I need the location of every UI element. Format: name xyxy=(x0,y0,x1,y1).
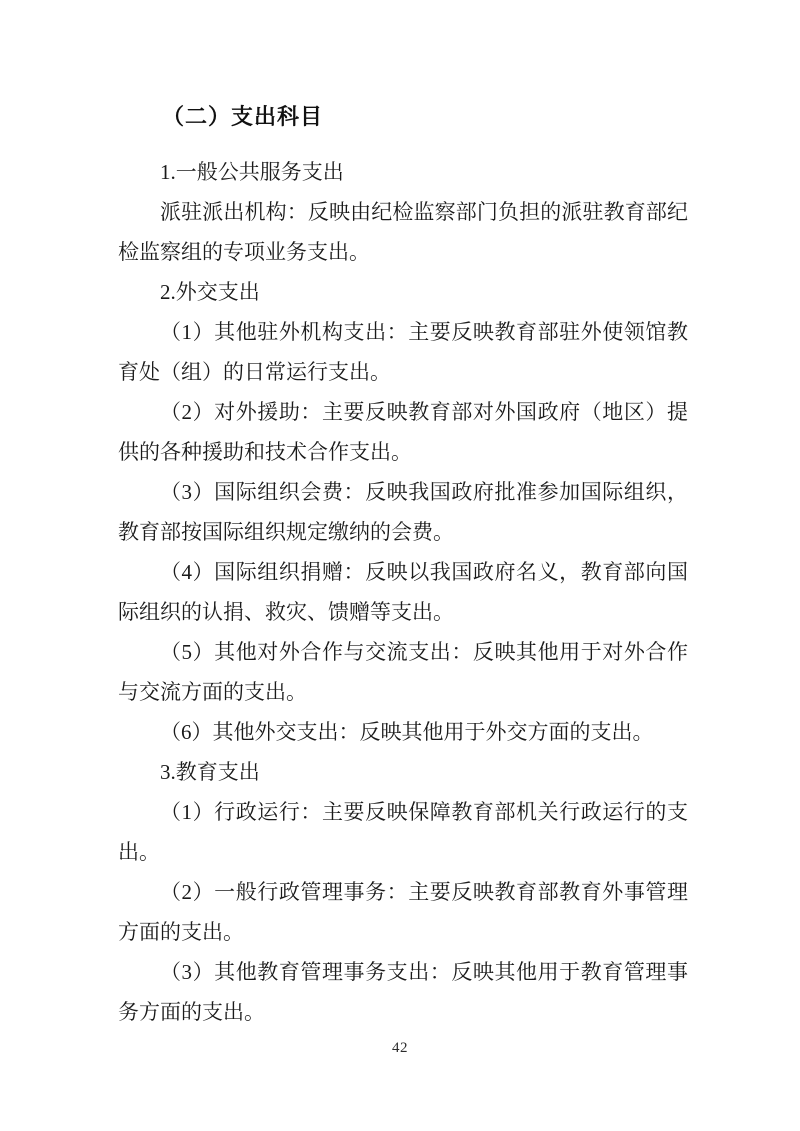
paragraph: （2）一般行政管理事务：主要反映教育部教育外事管理方面的支出。 xyxy=(118,880,688,944)
paragraph: 派驻派出机构：反映由纪检监察部门负担的派驻教育部纪检监察组的专项业务支出。 xyxy=(118,200,688,264)
document-body xyxy=(118,97,688,1032)
paragraph: 2.外交支出 xyxy=(160,280,260,304)
paragraph: （2）对外援助：主要反映教育部对外国政府（地区）提供的各种援助和技术合作支出。 xyxy=(118,400,688,464)
paragraph: （1）其他驻外机构支出：主要反映教育部驻外使领馆教育处（组）的日常运行支出。 xyxy=(118,320,688,384)
page-number: 42 xyxy=(392,1040,408,1056)
paragraph: （5）其他对外合作与交流支出：反映其他用于对外合作与交流方面的支出。 xyxy=(118,640,688,704)
paragraph: （3）国际组织会费：反映我国政府批准参加国际组织，教育部按国际组织规定缴纳的会费。 xyxy=(118,480,688,544)
paragraph: 1.一般公共服务支出 xyxy=(160,160,344,184)
section-heading: （二）支出科目 xyxy=(162,104,324,129)
paragraph: （4）国际组织捐赠：反映以我国政府名义，教育部向国际组织的认捐、救灾、馈赠等支出。 xyxy=(118,560,688,624)
paragraph-list xyxy=(118,152,688,1032)
paragraph: （1）行政运行：主要反映保障教育部机关行政运行的支出。 xyxy=(118,800,688,864)
paragraph: （3）其他教育管理事务支出：反映其他用于教育管理事务方面的支出。 xyxy=(118,960,688,1024)
paragraph: 3.教育支出 xyxy=(160,760,260,784)
paragraph: （6）其他外交支出：反映其他用于外交方面的支出。 xyxy=(160,720,654,744)
